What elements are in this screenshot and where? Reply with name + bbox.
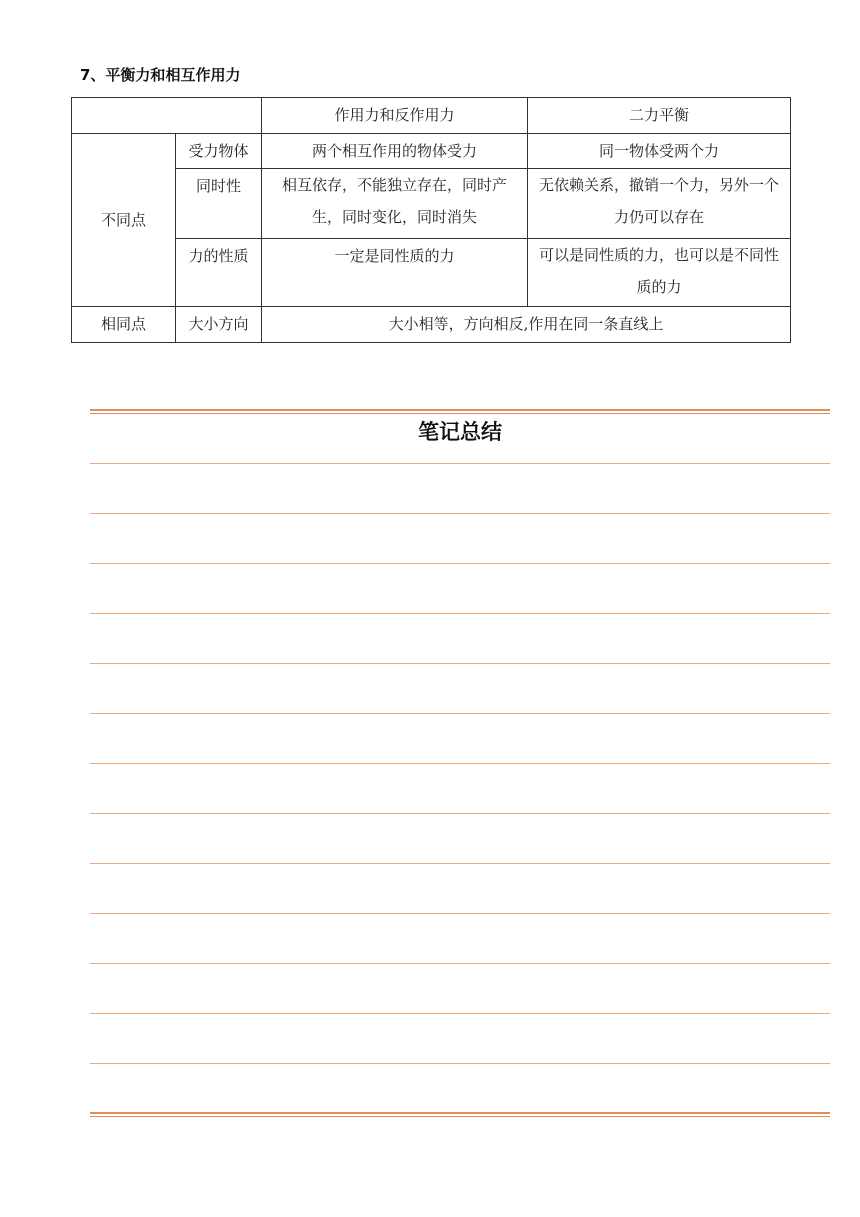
- note-writing-line: [90, 913, 830, 914]
- balanced-forces-cell: 同一物体受两个力: [528, 134, 791, 169]
- note-writing-line: [90, 513, 830, 514]
- note-writing-line: [90, 863, 830, 864]
- header-balanced-forces: 二力平衡: [528, 98, 791, 134]
- section-heading: 7、平衡力和相互作用力: [80, 66, 241, 84]
- balanced-forces-cell: 可以是同性质的力，也可以是不同性质的力: [528, 239, 791, 307]
- balanced-forces-cell: 无依赖关系，撤销一个力，另外一个力仍可以存在: [528, 169, 791, 239]
- same-points-text: 大小相等，方向相反,作用在同一条直线上: [262, 307, 791, 343]
- note-writing-line: [90, 613, 830, 614]
- table-row: [72, 134, 791, 169]
- table-row: [72, 169, 791, 239]
- table-header-row: [72, 98, 791, 134]
- note-writing-line: [90, 963, 830, 964]
- comparison-table: [71, 97, 791, 343]
- notes-top-rule: [90, 409, 830, 414]
- action-reaction-cell: 一定是同性质的力: [262, 239, 528, 307]
- note-writing-line: [90, 463, 830, 464]
- note-writing-line: [90, 763, 830, 764]
- note-writing-line: [90, 1013, 830, 1014]
- same-points-label: 相同点: [72, 307, 176, 343]
- note-writing-line: [90, 1063, 830, 1064]
- diff-points-label: 不同点: [72, 134, 176, 307]
- aspect-cell: 同时性: [176, 169, 262, 239]
- note-writing-line: [90, 563, 830, 564]
- note-writing-line: [90, 713, 830, 714]
- note-writing-line: [90, 813, 830, 814]
- action-reaction-cell: 相互依存，不能独立存在，同时产生，同时变化，同时消失: [262, 169, 528, 239]
- aspect-cell: 大小方向: [176, 307, 262, 343]
- notes-title: 笔记总结: [418, 420, 502, 444]
- aspect-cell: 力的性质: [176, 239, 262, 307]
- header-action-reaction: 作用力和反作用力: [262, 98, 528, 134]
- notes-area: [90, 409, 830, 1117]
- table-row: [72, 307, 791, 343]
- note-writing-line: [90, 663, 830, 664]
- notes-bottom-rule: [90, 1112, 830, 1117]
- aspect-cell: 受力物体: [176, 134, 262, 169]
- table-row: [72, 239, 791, 307]
- action-reaction-cell: 两个相互作用的物体受力: [262, 134, 528, 169]
- header-empty-cell: [72, 98, 262, 134]
